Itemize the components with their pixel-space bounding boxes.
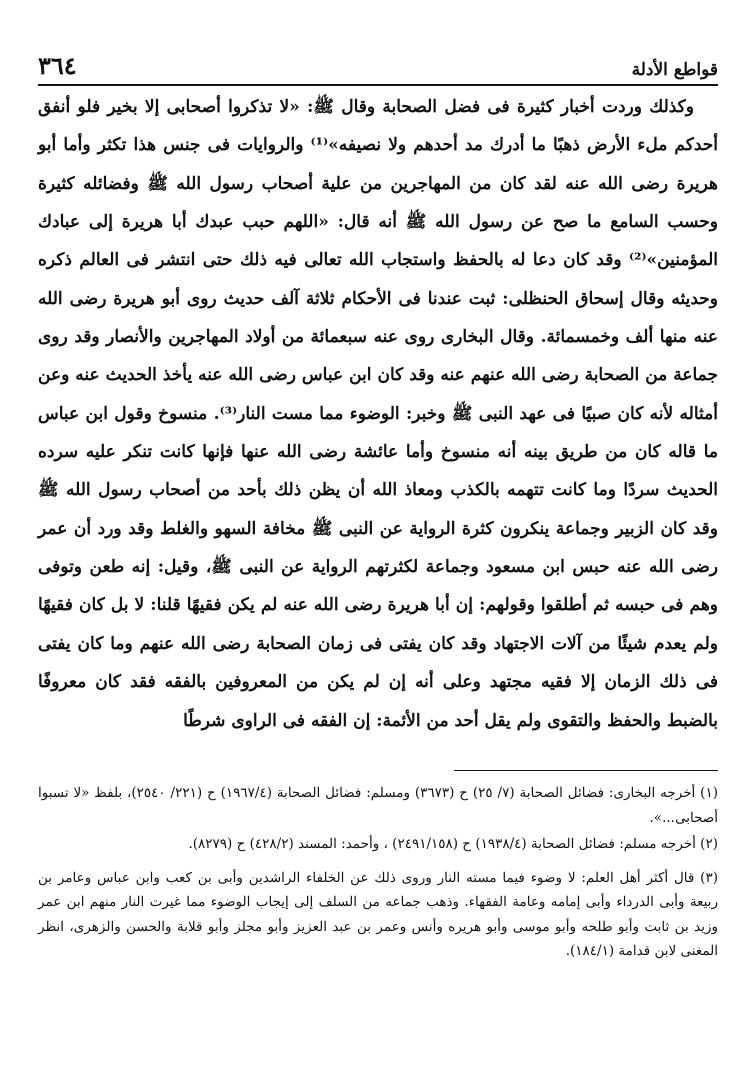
footnote-2: (٢) أخرجه مسلم: فضائل الصحابة (١٩٣٨/٤) ح (٢٤٩١/١٥٨) ، وأحمد: المسند (٤٢٨/٢) ح (٨٢٧٩). — [188, 836, 718, 852]
footnote-spacer — [38, 859, 718, 866]
footnote-separator — [454, 770, 718, 771]
page-number: ٣٦٤ — [38, 51, 77, 80]
page-header — [38, 46, 718, 80]
footnote-1: (١) أخرجه البخارى: فضائل الصحابة (٧/ ٢٥) ح (٣٦٧٣) ومسلم: فضائل الصحابة (١٩٦٧/٤) ح (٢٢١/ ٢٥٤٠)، بلفظ «لا تسبوا أصحابى...». — [38, 785, 718, 826]
running-title: قواطع الأدلة — [631, 60, 718, 80]
body-paragraph: وكذلك وردت أخبار كثيرة فى فضل الصحابة وقال ﷺ: «لا تذكروا أصحابى إلا بخير فلو أنفق أحدكم ملء الأرض ذهبًا ما أدرك مد أحدهم ولا نصيفه»⁽¹⁾ والروايات فى جنس هذا تكثر وأما أبو هريرة رضى الله عنه لقد كان من المهاجرين من علية أصحاب رسول الله ﷺ وفضائله كثيرة وحسب السامع ما صح عن رسول الله ﷺ أنه قال: «اللهم حبب عبدك أبا هريرة إلى عبادك المؤمنين»⁽²⁾ وقد كان دعا له بالحفظ واستجاب الله تعالى فيه ذلك حتى انتشر فى العالم ذكره وحديثه وقال إسحاق الحنظلى: ثبت عندنا فى الأحكام ثلاثة آلف حديث روى أبو هريرة رضى الله عنه منها ألف وخمسمائة. وقال البخارى روى عنه سبعمائة من أولاد المهاجرين والأنصار وقد روى جماعة من الصحابة رضى الله عنهم عنه وقد كان ابن عباس رضى الله عنه يأخذ الحديث عنه وعن أمثاله لأنه كان صبيًا فى عهد النبى ﷺ وخبر: الوضوء مما مست النار⁽³⁾. منسوخ وقول ابن عباس ما قاله كان من طريق بينه أنه منسوخ وأما عائشة رضى الله عنها فإنها كانت تنكر عليه سرده الحديث سردًا وما كانت تتهمه بالكذب ومعاذ الله أن يظن ذلك بأحد من أصحاب رسول الله ﷺ وقد كان الزبير وجماعة ينكرون كثرة الرواية عن النبى ﷺ مخافة السهو والغلط وقد ورد أن عمر رضى الله عنه حبس ابن مسعود وجماعة لكثرتهم الرواية عن النبى ﷺ، وقيل: إنه طعن وتوفى وهم فى حبسه ثم أطلقوا وقولهم: إن أبا هريرة رضى الله عنه لم يكن فقيهًا قلنا: لا بل كان فقيهًا ولم يعدم شيئًا من آلات الاجتهاد وقد كان يفتى فى زمان الصحابة رضى الله عنهم وما كان يفتى فى ذلك الزمان إلا فقيه مجتهد وعلى أنه إن لم يكن من المعروفين بالفقه فقد كان معروفًا بالضبط والحفظ والتقوى ولم يقل أحد من الأئمة: إن الفقه فى الراوى شرطًا — [38, 97, 718, 731]
footnote-3: (٣) قال أكثر أهل العلم: لا وضوء فيما مسته النار وروى ذلك عن الخلفاء الراشدين وأبى بن كعب وابن عباس وعامر بن ربيعة وأبى الدرداء وأبى إمامه وعامة الفقهاء. وذهب جماعه من السلف إلى إيجاب الوضوء مما غيرت النار منهم ابن عمر وزيد بن ثابت وأبو طلحه وأبو موسى وأبو هريره وأنس وعمر بن عبد العزيز وأبو مجلز وأبو قلابة والحسن والزهرى، انظر المغنى لابن قدامة (١٨٤/١). — [38, 869, 718, 959]
footnotes — [38, 781, 718, 966]
header-divider — [38, 84, 718, 86]
main-body — [38, 88, 718, 740]
